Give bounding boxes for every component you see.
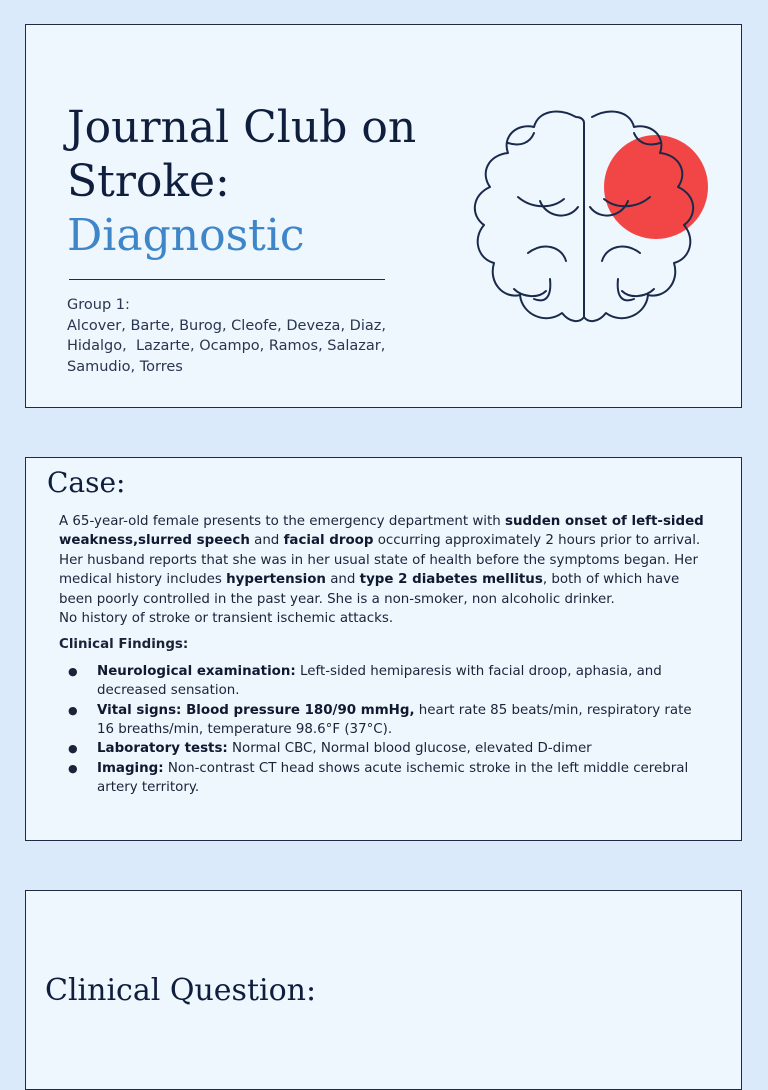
case-heading: Case:: [47, 466, 126, 499]
case-text: No history of stroke or transient ischemic attacks.: [59, 611, 394, 627]
finding-text: heart rate 85 beats/min, respiratory rate 16 breaths/min, temperature 98.6°F (37°C).: [97, 702, 692, 738]
brain-icon: [458, 103, 718, 333]
findings-list: [59, 662, 709, 798]
slide-title: [67, 101, 416, 263]
finding-text: Normal CBC, Normal blood glucose, elevated D-dimer: [227, 741, 592, 757]
case-text: and: [325, 572, 360, 588]
title-line-1: Journal Club on: [67, 102, 417, 153]
finding-text: Non-contrast CT head shows acute ischemic stroke in the left middle cerebral artery territory.: [97, 760, 689, 796]
finding-item: [59, 701, 709, 740]
clinical-question-heading: Clinical Question:: [45, 973, 317, 1008]
case-bold: sudden onset of left-sided weakness,slurred speech: [59, 514, 704, 549]
case-bold: type 2 diabetes mellitus: [359, 572, 543, 588]
members-line-1: Alcover, Barte, Burog, Cleofe, Deveza, Diaz,: [67, 317, 386, 334]
finding-item: [59, 662, 709, 701]
members-line-2: Hidalgo, Lazarte, Ocampo, Ramos, Salazar,: [67, 338, 386, 354]
title-accent: Diagnostic: [67, 210, 305, 261]
case-text: , both of which have been poorly controlled in the past year. She is a non-smoker, non alcoholic drinker.: [59, 572, 680, 607]
case-text: occurring approximately 2 hours prior to arrival. Her husband reports that she was in her usual state of health before the symptoms began. Her medical history includes: [59, 533, 701, 588]
case-text: A 65-year-old female presents to the emergency department with: [59, 514, 506, 529]
finding-label: Imaging:: [97, 760, 164, 776]
group-members: [67, 295, 397, 377]
finding-label: Neurological examination:: [97, 663, 296, 679]
finding-label: Laboratory tests:: [97, 741, 228, 757]
finding-item: [59, 739, 709, 758]
finding-label: Vital signs: Blood pressure 180/90 mmHg,: [97, 702, 415, 718]
title-slide: [25, 24, 742, 408]
finding-text: Left-sided hemiparesis with facial droop, aphasia, and decreased sensation.: [97, 663, 662, 699]
brain-highlight-spot: [604, 135, 708, 239]
group-label: Group 1:: [67, 297, 130, 313]
case-text: and: [249, 533, 284, 549]
case-bold: facial droop: [283, 533, 374, 549]
title-line-2: Stroke:: [67, 156, 230, 207]
case-paragraph: [59, 512, 709, 628]
title-divider: [69, 279, 385, 280]
finding-item: [59, 759, 709, 798]
members-line-3: Samudio, Torres: [67, 358, 183, 375]
case-slide: [25, 457, 742, 841]
case-bold: hypertension: [226, 572, 326, 588]
findings-label: Clinical Findings:: [59, 637, 189, 653]
case-body: [59, 512, 709, 798]
clinical-question-slide: [25, 890, 742, 1090]
